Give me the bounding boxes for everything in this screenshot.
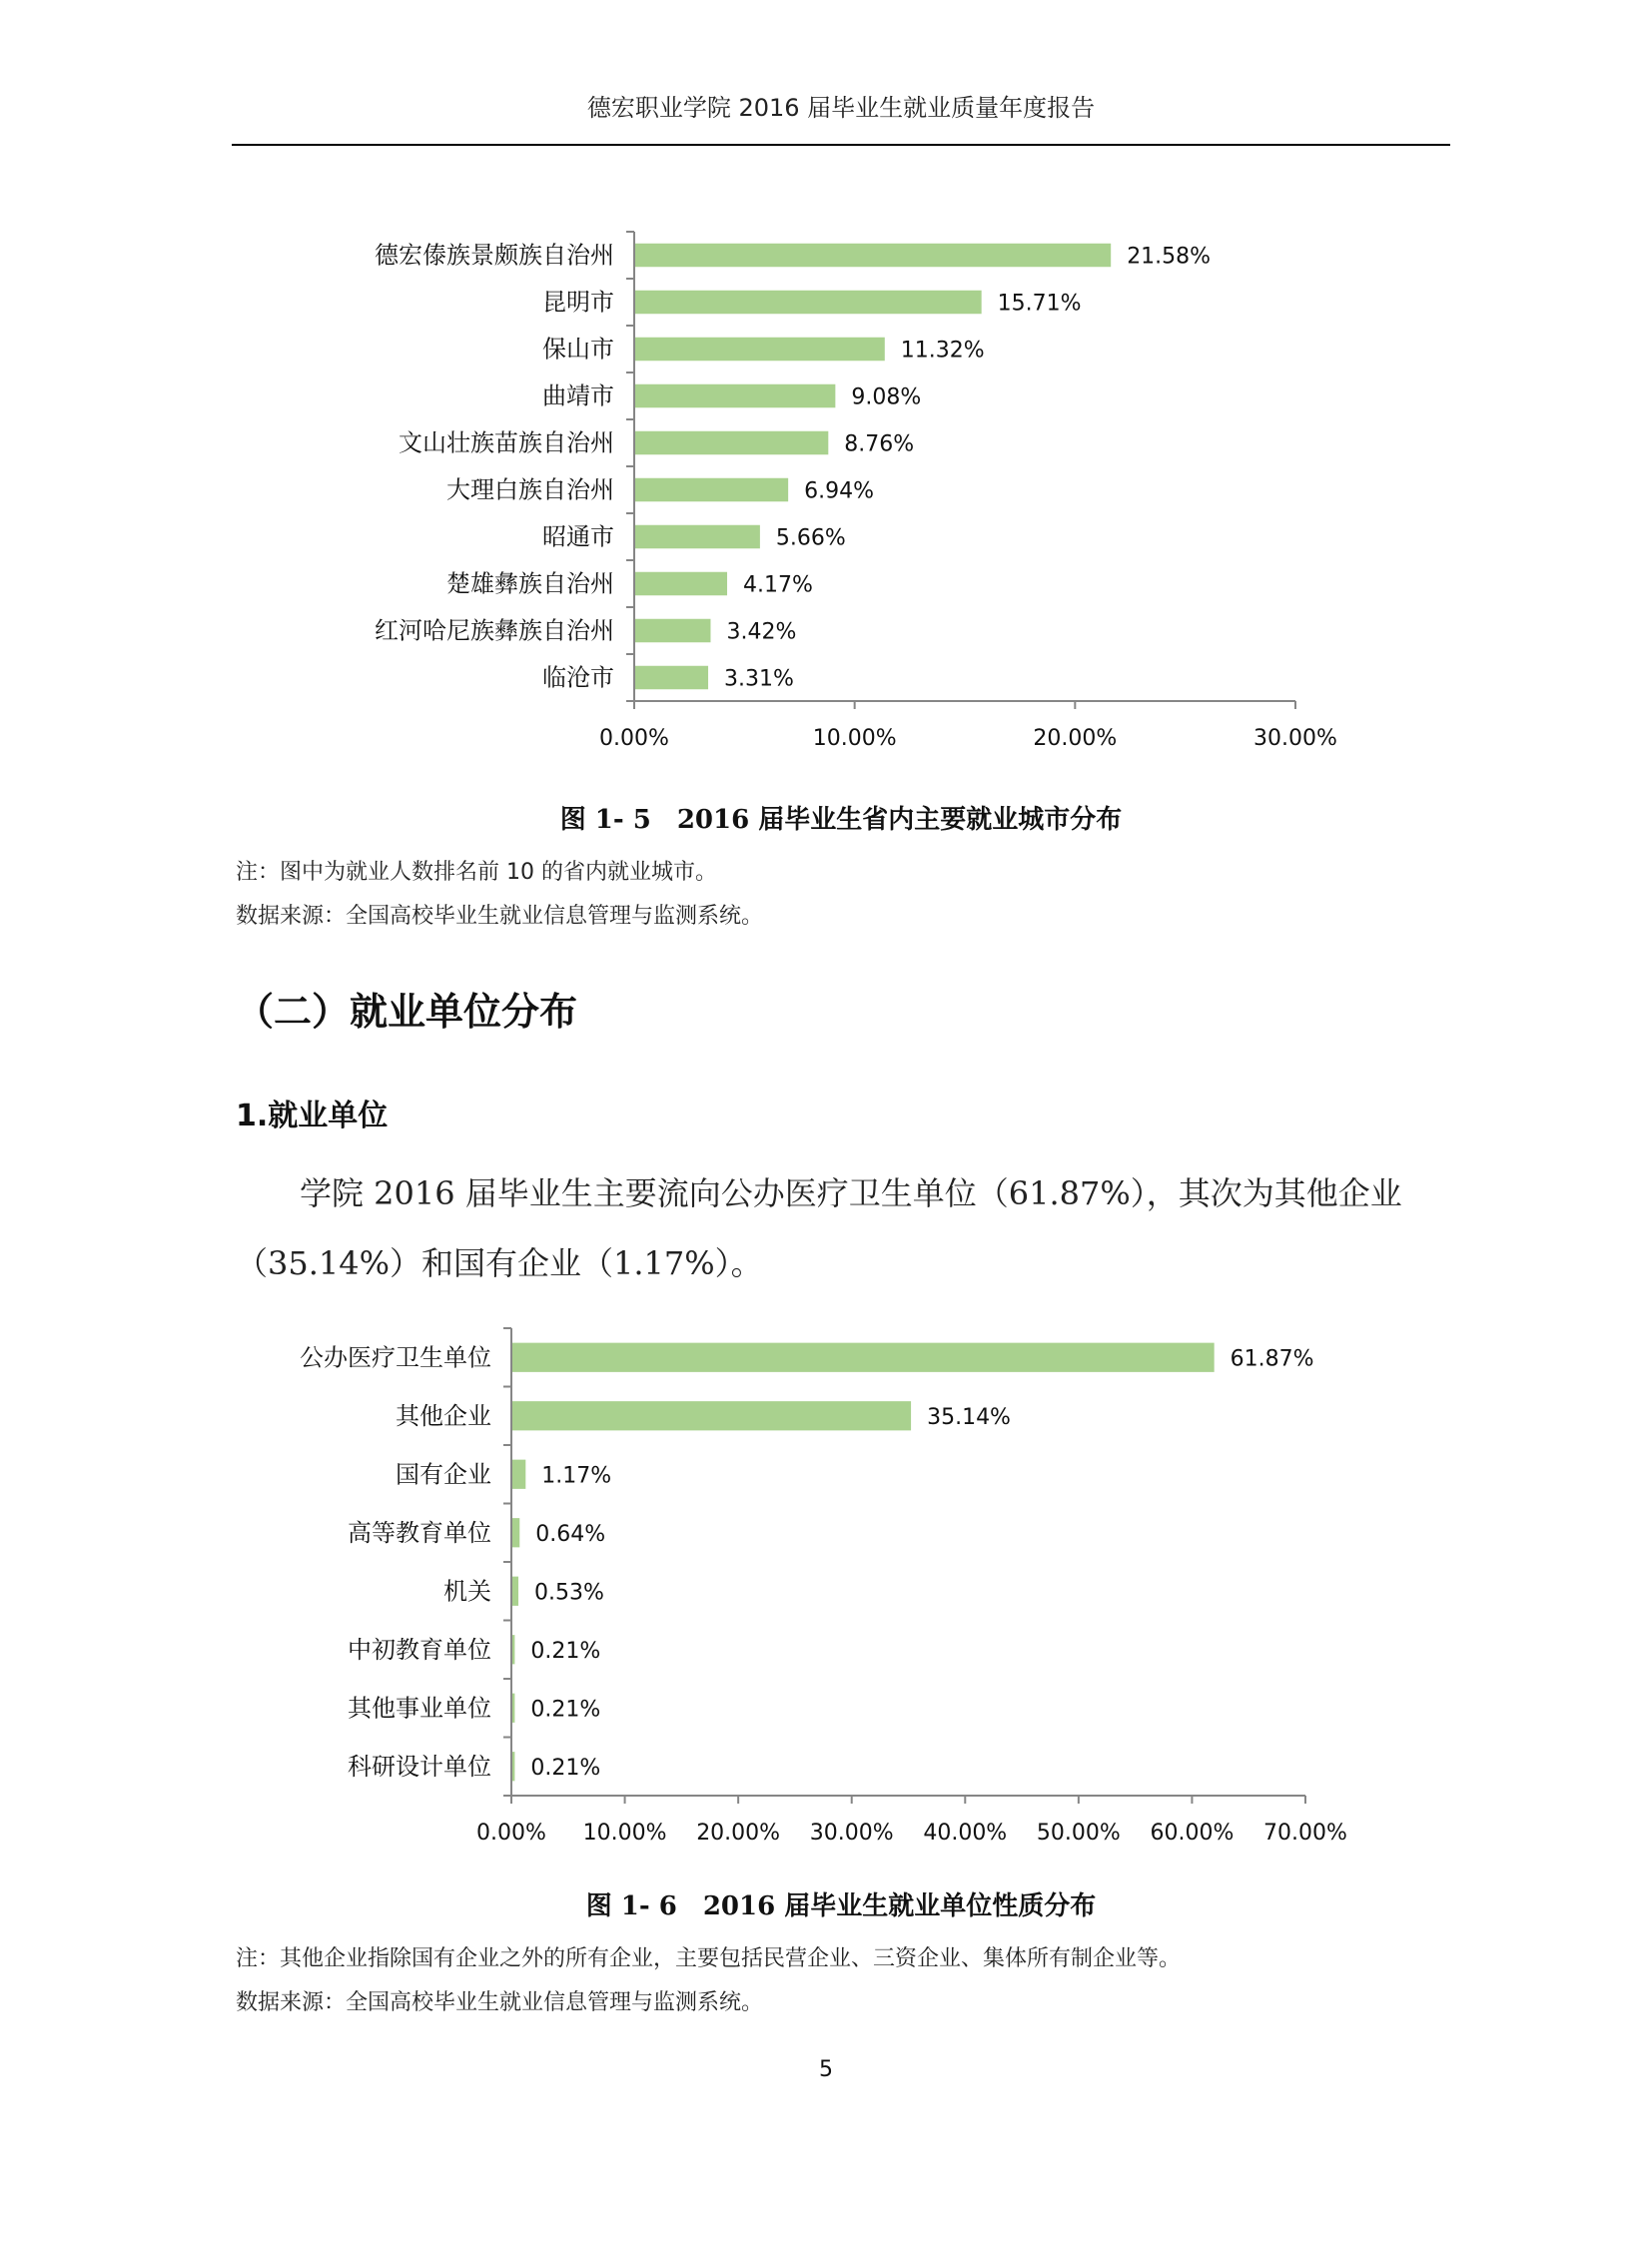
bar	[635, 572, 727, 596]
data-label: 3.31%	[724, 666, 794, 692]
employer-type-chart-svg	[232, 1308, 1450, 1848]
x-tick-label: 40.00%	[923, 1821, 1008, 1846]
data-label: 8.76%	[844, 431, 915, 457]
category-label: 机关	[443, 1577, 491, 1606]
category-label: 公办医疗卫生单位	[300, 1343, 491, 1372]
figure1-caption: 图 1- 5 2016 届毕业生省内主要就业城市分布	[559, 805, 1123, 835]
x-tick-label: 60.00%	[1150, 1821, 1235, 1846]
x-tick-label: 20.00%	[1033, 726, 1118, 751]
category-label: 国有企业	[396, 1460, 491, 1489]
data-label: 0.64%	[535, 1521, 606, 1547]
bar	[635, 338, 885, 362]
category-label: 中初教育单位	[348, 1635, 491, 1664]
data-label: 61.87%	[1230, 1346, 1314, 1372]
data-label: 15.71%	[997, 291, 1082, 317]
category-label: 科研设计单位	[348, 1752, 491, 1781]
page-number: 5	[819, 2057, 833, 2082]
figure2-caption: 图 1- 6 2016 届毕业生就业单位性质分布	[585, 1891, 1097, 1921]
section-paragraph: 学院 2016 届毕业生主要流向公办医疗卫生单位（61.87%），其次为其他企业（35.14%）和国有企业（1.17%）。	[236, 1174, 1402, 1282]
section-heading: （二）就业单位分布	[236, 990, 578, 1034]
figure2-source: 数据来源：全国高校毕业生就业信息管理与监测系统。	[236, 1990, 764, 2015]
figure1-note: 注：图中为就业人数排名前 10 的省内就业城市。	[236, 860, 717, 885]
category-label: 昭通市	[542, 522, 614, 551]
category-label: 文山壮族苗族自治州	[399, 428, 614, 457]
category-label: 其他事业单位	[348, 1694, 491, 1723]
bar	[635, 666, 708, 690]
x-tick-label: 30.00%	[809, 1821, 894, 1846]
employer-type-chart	[232, 1308, 1450, 1848]
x-tick-label: 20.00%	[696, 1821, 781, 1846]
data-label: 3.42%	[726, 619, 797, 645]
data-label: 35.14%	[927, 1404, 1011, 1430]
data-label: 0.53%	[534, 1580, 604, 1606]
header-rule	[232, 144, 1450, 146]
category-label: 高等教育单位	[348, 1518, 491, 1547]
bar	[512, 1752, 514, 1781]
data-label: 9.08%	[851, 384, 922, 410]
data-label: 4.17%	[743, 572, 813, 598]
x-tick-label: 30.00%	[1253, 726, 1337, 751]
x-tick-label: 0.00%	[599, 726, 669, 751]
bar	[512, 1343, 1215, 1372]
bar	[635, 431, 828, 455]
category-label: 德宏傣族景颇族自治州	[375, 241, 614, 270]
category-label: 临沧市	[542, 663, 614, 692]
page-header: 德宏职业学院 2016 届毕业生就业质量年度报告	[586, 94, 1096, 122]
bar	[512, 1694, 514, 1723]
x-tick-label: 0.00%	[476, 1821, 546, 1846]
bar	[512, 1635, 514, 1664]
figure1-source: 数据来源：全国高校毕业生就业信息管理与监测系统。	[236, 904, 764, 929]
bar	[512, 1460, 525, 1489]
bar	[512, 1518, 519, 1547]
x-tick-label: 10.00%	[812, 726, 897, 751]
data-label: 21.58%	[1127, 244, 1212, 270]
city-distribution-chart	[232, 210, 1450, 769]
x-tick-label: 70.00%	[1263, 1821, 1347, 1846]
category-label: 曲靖市	[542, 381, 614, 410]
bar	[635, 244, 1111, 268]
bar	[635, 619, 710, 643]
data-label: 0.21%	[530, 1697, 601, 1723]
data-label: 1.17%	[541, 1463, 612, 1489]
category-label: 其他企业	[396, 1401, 491, 1430]
category-label: 保山市	[542, 335, 614, 364]
data-label: 11.32%	[900, 338, 985, 364]
category-label: 红河哈尼族彝族自治州	[375, 616, 614, 645]
category-label: 大理白族自治州	[446, 475, 614, 504]
figure2-note: 注：其他企业指除国有企业之外的所有企业，主要包括民营企业、三资企业、集体所有制企业等。	[236, 1946, 1182, 1971]
bar	[512, 1401, 911, 1430]
data-label: 6.94%	[804, 478, 875, 504]
section-subheading: 1.就业单位	[236, 1099, 389, 1133]
city-distribution-chart-svg	[232, 210, 1450, 769]
x-tick-label: 50.00%	[1036, 1821, 1121, 1846]
bar	[635, 384, 835, 408]
bar	[635, 478, 788, 502]
category-label: 昆明市	[542, 288, 614, 317]
data-label: 0.21%	[530, 1755, 601, 1781]
bar	[635, 291, 982, 315]
bar	[512, 1577, 518, 1606]
category-label: 楚雄彝族自治州	[446, 569, 614, 598]
data-label: 0.21%	[530, 1638, 601, 1664]
data-label: 5.66%	[775, 525, 846, 551]
bar	[635, 525, 760, 549]
x-tick-label: 10.00%	[582, 1821, 667, 1846]
